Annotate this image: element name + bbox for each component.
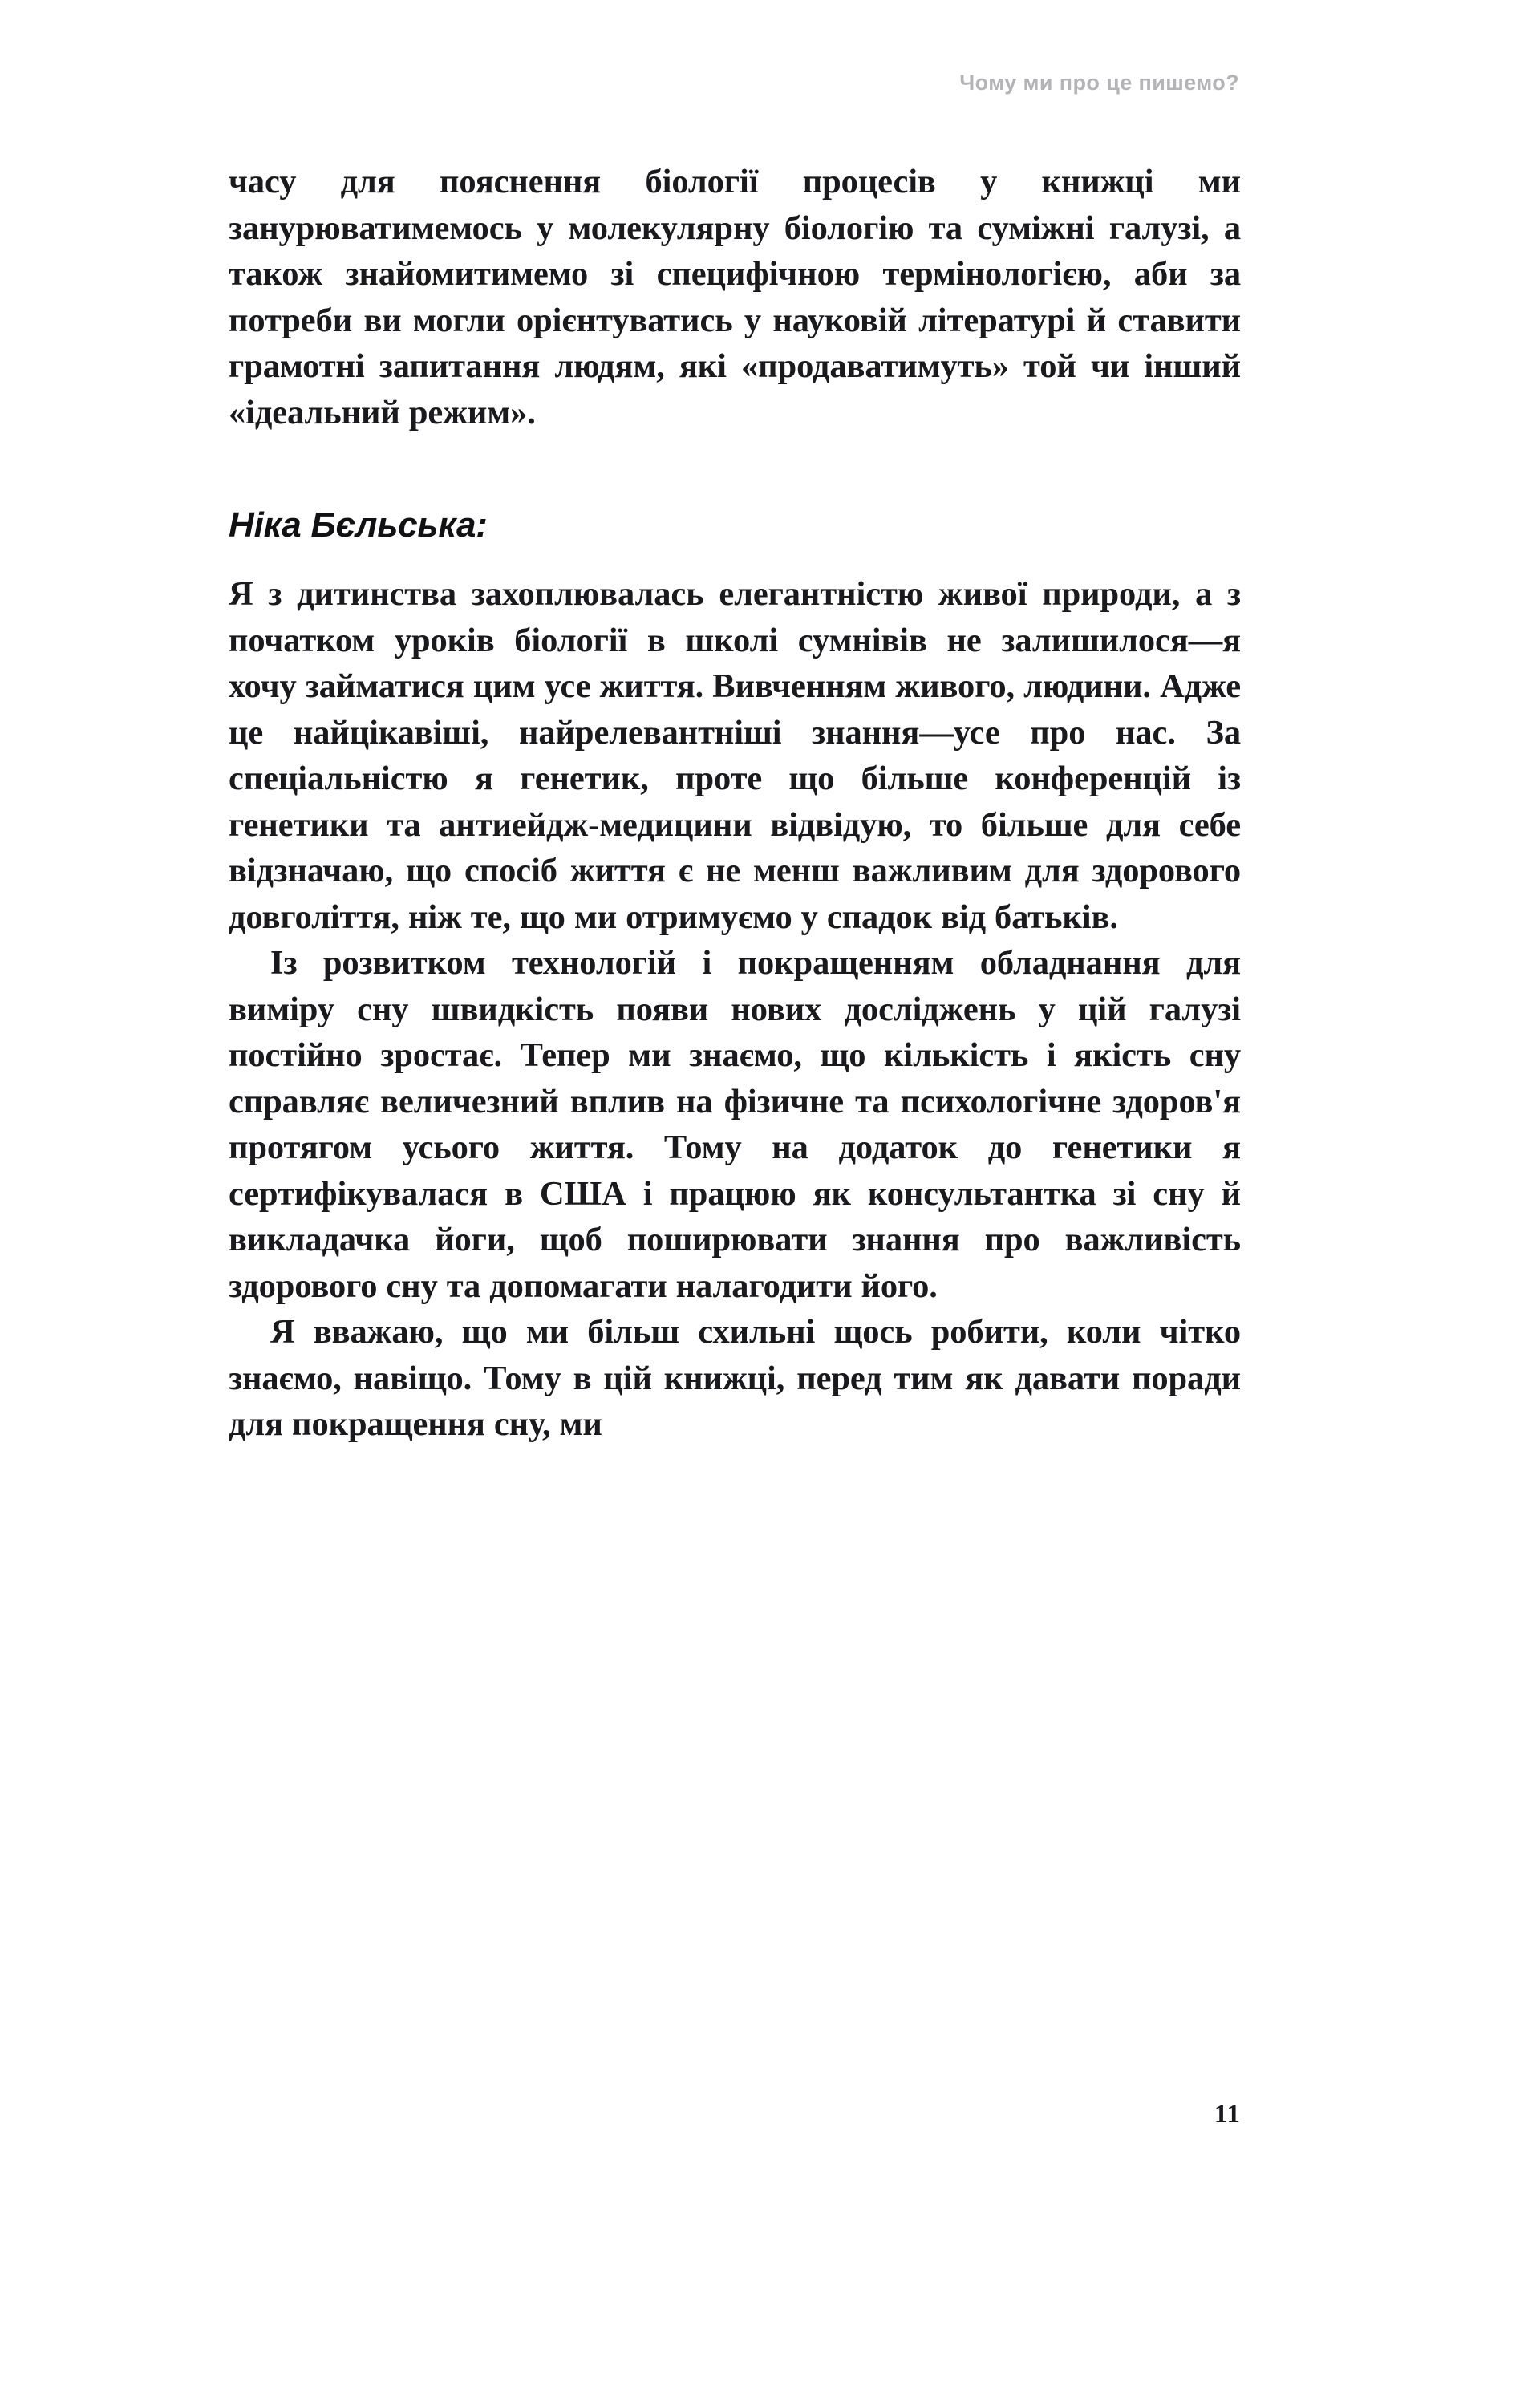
spacer-before-heading [229,436,1241,505]
speaker-heading: Ніка Бєльська: [229,505,488,545]
paragraph-research: Із розвитком технологій і покращенням обладнання для виміру сну швидкість появи нових досліджень у цій галузі постійно зростає. Тепер ми знаємо, що кількість і якість сну справляє величезний вплив на фізичне та психологічне здоров'я протягом усього життя. Тому на додаток до генетики я сертифікувалася в США і працюю як консультантка зі сну й викладачка йоги, щоб поширювати знання про важливість здорового сну та допомагати налагодити його. [229,944,1241,1305]
paragraph-continuation: часу для пояснення біології процесів у книжці ми занурюватимемось у молекулярну біологію та суміжні галузі, а також знайомитимемо зі специфічною термінологією, аби за потреби ви могли орієнтуватись у науковій літературі й ставити грамотні запитання людям, які «продаватимуть» той чи інший «ідеальний режим». [229,163,1241,432]
spacer-after-heading [229,546,1241,571]
running-header: Чому ми про це пишемо? [959,71,1239,95]
paragraph-bio: Я з дитинства захоплювалась елегантністю живої природи, а з початком уроків біології в школі сумнівів не залишилося—я хочу займатися цим усе життя. Вивченням живого, людини. Адже це найцікавіші, найрелевантніші знання—усе про нас. За спеціальністю я генетик, проте що більше конференцій із генетики та антиейдж-медицини відвідую, то більше для себе відзначаю, що спосіб життя є не менш важливим для здорового довголіття, ніж те, що ми отримуємо у спадок від батьків. [229,575,1241,936]
paragraph-motivation: Я вважаю, що ми більш схильні щось робити, коли чітко знаємо, навіщо. Тому в цій книжці, перед тим як давати поради для покращення сну, ми [229,1313,1241,1443]
text-column [229,159,1241,1448]
page-number: 11 [1214,2100,1241,2129]
